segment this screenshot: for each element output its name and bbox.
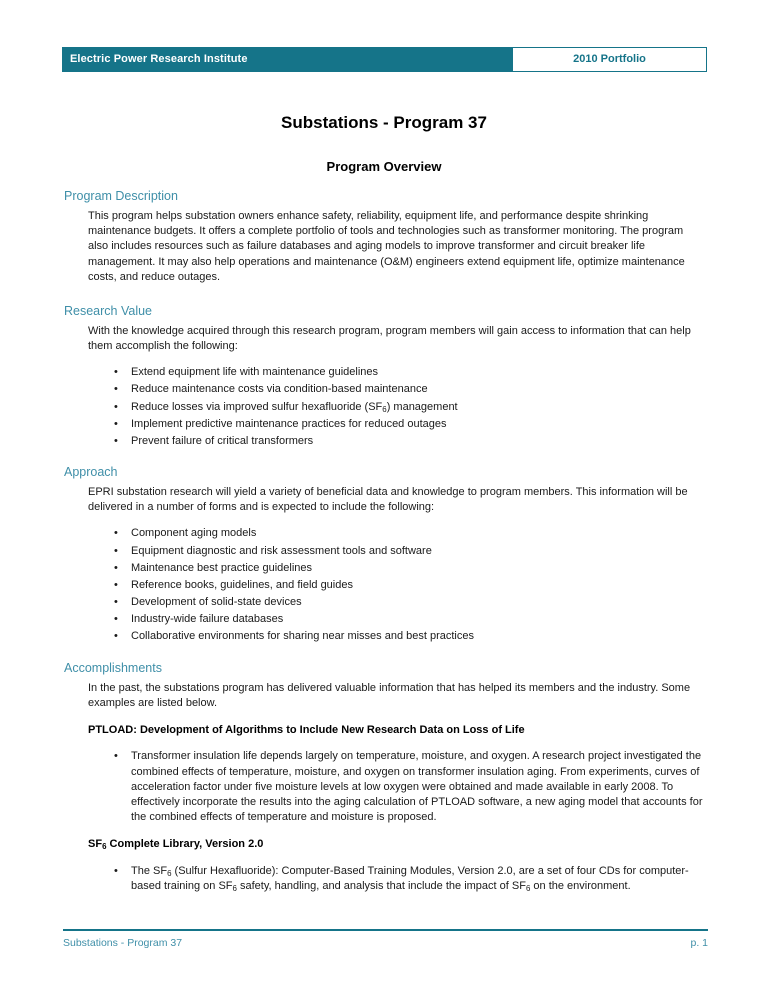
paragraph: This program helps substation owners enhance safety, reliability, equipment life, and performance despite shrinking maintenance budgets. It offers a complete portfolio of tools and technologies such as transformer monitoring. The program also includes resources such as failure databases and aging models to improve transformer and circuit breaker life management. It may also help operations and maintenance (O&M) engineers extend equipment life, optimize maintenance costs, and reduce outages.	[88, 210, 685, 283]
bullet-list-research-value	[63, 365, 708, 449]
list-item: • Reduce maintenance costs via condition-based maintenance	[114, 382, 692, 397]
list-item: • Reduce losses via improved sulfur hexafluoride $(SF_6)$ management	[114, 400, 692, 415]
section-program-description	[63, 189, 708, 285]
section-heading-program-description: Program Description	[64, 189, 178, 203]
section-accomplishments	[63, 661, 708, 894]
section-research-value	[63, 304, 708, 449]
list-item: • Collaborative environments for sharing near misses and best practices	[114, 629, 692, 644]
list-item: • Reference books, guidelines, and field guides	[114, 578, 692, 593]
bullet-list-sf6-library	[63, 864, 708, 894]
subheading-ptload: PTLOAD: Development of Algorithms to Include New Research Data on Loss of Life	[88, 723, 525, 736]
subheading-sf6-library: $SF_6$ Complete Library, Version 2.0	[88, 838, 264, 852]
header-portfolio-box	[512, 47, 707, 72]
section-heading-research-value: Research Value	[64, 303, 153, 318]
header-organization-bar	[62, 47, 512, 72]
paragraph: EPRI substation research will yield a variety of beneficial data and knowledge to program members. This information will be delivered in a number of forms and is expected to include the following:	[88, 486, 688, 514]
page-footer	[63, 929, 708, 949]
list-item: • Transformer insulation life depends largely on temperature, moisture, and oxygen. A research project investigated the combined effects of temperature, moisture, and oxygen on transformer insulation aging. From experiments, curves of acceleration factor under five moisture levels at low oxygen were obtained and made available in early 2008. To effectively incorporate the results into the aging calculation of PTLOAD software, a new aging model that accounts for the combined effects of temperature and moisture is proposed.	[114, 749, 704, 825]
list-item: • Equipment diagnostic and risk assessment tools and software	[114, 544, 692, 559]
section-heading-accomplishments: Accomplishments	[64, 660, 162, 675]
footer-divider	[63, 929, 708, 931]
section-approach	[63, 465, 708, 645]
footer-row	[63, 937, 708, 950]
spacer	[63, 449, 708, 465]
bullet-list-approach	[63, 526, 708, 644]
page-title: Substations - Program 37	[281, 113, 487, 132]
list-item: • Maintenance best practice guidelines	[114, 561, 692, 576]
page-header	[62, 47, 707, 72]
document-body	[63, 189, 708, 894]
list-item: • Prevent failure of critical transformers	[114, 434, 692, 449]
list-item: • Implement predictive maintenance practices for reduced outages	[114, 417, 692, 432]
list-item: • Development of solid-state devices	[114, 595, 692, 610]
footer-document-label: Substations - Program 37	[63, 936, 183, 949]
paragraph: In the past, the substations program has delivered valuable information that has helped its members and the industry. Some examples are listed below.	[88, 681, 691, 709]
list-item: • Component aging models	[114, 526, 692, 541]
list-item: • Extend equipment life with maintenance guidelines	[114, 365, 692, 380]
header-portfolio-label: 2010 Portfolio	[573, 53, 646, 65]
footer-page-number: p. 1	[690, 936, 708, 949]
header-organization-label: Electric Power Research Institute	[70, 53, 248, 65]
spacer	[63, 285, 708, 304]
spacer	[63, 645, 708, 661]
paragraph: With the knowledge acquired through this research program, program members will gain access to information that can help them accomplish the following:	[88, 324, 691, 353]
list-item: • The $SF_6$ (Sulfur Hexafluoride): Computer-Based Training Modules, Version 2.0, are a set of four CDs for computer-based training on $SF_6$ safety, handling, and analysis that include the impact of $SF_6$ on the environment.	[114, 864, 704, 894]
page-subtitle: Program Overview	[326, 159, 442, 174]
bullet-list-ptload	[63, 749, 708, 825]
list-item: • Industry-wide failure databases	[114, 612, 692, 627]
section-heading-approach: Approach	[64, 465, 118, 480]
